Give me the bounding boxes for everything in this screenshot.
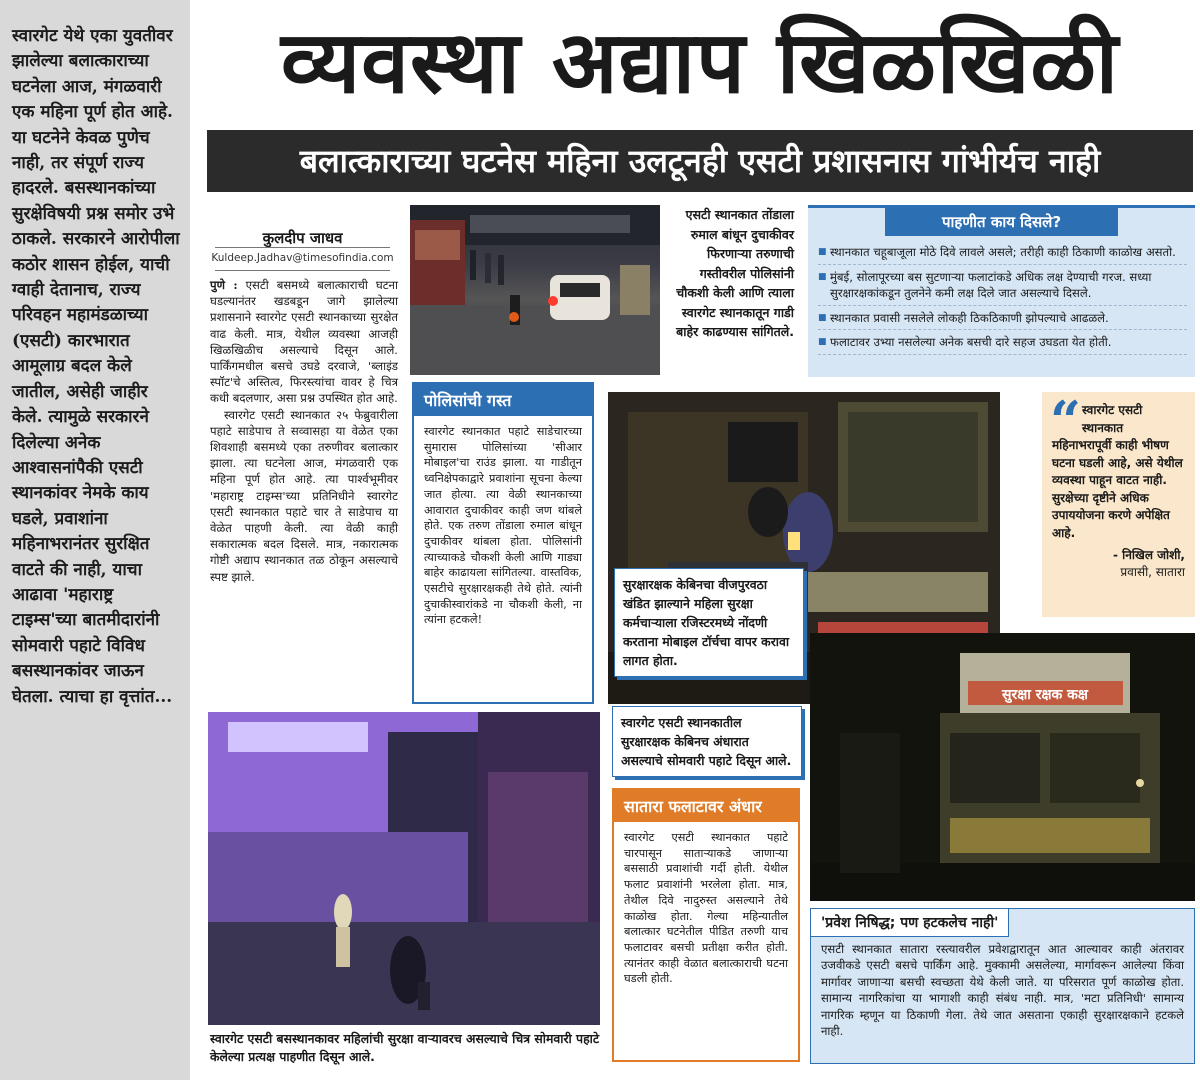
byline-rule-bottom [215, 270, 390, 271]
photo-bus-station-drawing [208, 712, 600, 1025]
observation-item: ■ फलाटावर उभ्या नसलेल्या अनेक बसची दारे सहज उघडता येत होती. [818, 334, 1187, 355]
satara-platform-box [612, 788, 800, 1062]
quote-text-a: स्वारगेट एसटी स्थानकात [1082, 403, 1143, 435]
quote-attribution-role: प्रवासी, सातारा [1120, 565, 1185, 579]
entry-prohibited-box [810, 908, 1195, 1064]
intro-sidebar [0, 0, 190, 1080]
observation-item: ■ मुंबई, सोलापूरच्या बस सुटणाऱ्या फलाटांकडे अधिक लक्ष देण्याची गरज. सध्या सुरक्षारक्षकांकडून तुलनेने कमी लक्ष दिले जात असल्याचे दिसले. [818, 269, 1187, 306]
satara-platform-body: स्वारगेट एसटी स्थानकात पहाटे चारपासून साताऱ्याकडे जाणाऱ्या बससाठी प्रवाशांची गर्दी होती. येथील फलाट प्रवाशांनी भरलेला होता. मात्र, तेथील दिवे नादुरुस्त असल्याने तेथे काळोख होता. गेल्या महिन्यातील बलात्कार घटनेतील पीडित तरुणी याच फलाटावर बसची प्रतीक्षा करीत होती. त्यानंतर काही वेळात बलात्काराची घटना घडली होती. [624, 831, 788, 986]
entry-prohibited-body: एसटी स्थानकात सातारा रस्त्यावरील प्रवेशद्वारातून आत आल्यावर काही अंतरावर उजवीकडे एसटी बसचे पार्किंग आहे. मुक्कामी असलेल्या, मार्गावरून आलेल्या किंवा मार्गावर जाणाऱ्या बसची स्वच्छता येथे केली जाते. या परिसरात पूर्ण काळोख होता. सामान्य नागरिकांचा या भागाशी काही संबंध नाही. मात्र, 'मटा प्रतिनिधी' सामान्य नागरिक म्हणून या ठिकाणी गेला. तेथे जात असताना एकाही सुरक्षारक्षकाने हटकले नाही. [821, 942, 1184, 1039]
police-patrol-title: पोलिसांची गस्त [414, 384, 592, 416]
caption-police-inquiry: एसटी स्थानकात तोंडाला रुमाल बांधून दुचाकीवर फिरणाऱ्या तरुणाची गस्तीवरील पोलिसांनी चौकशी केली आणि त्याला स्वारगेट स्थानकातून गाडी बाहेर काढण्यास सांगितले. [676, 207, 794, 339]
entry-prohibited-title: 'प्रवेश निषिद्ध; पण हटकलेच नाही' [811, 909, 1009, 937]
photo-station-traffic [410, 205, 660, 375]
intro-text: स्वारगेट येथे एका युवतीवर झालेल्या बलात्काराच्या घटनेला आज, मंगळवारी एक महिना पूर्ण होत आहे. या घटनेने केवळ पुणेच नाही, तर संपूर्ण राज्य हादरले. बसस्थानकांच्या सुरक्षेविषयी प्रश्न समोर उभे ठाकले. सरकारने आरोपीला कठोर शासन होईल, याची ग्वाही देतानाच, राज्य परिवहन महामंडळाच्या (एसटी) कारभारात आमूलाग्र बदल केले जातील, असेही जाहीर केले. त्यामुळे सरकारने दिलेल्या अनेक आश्वासनांपैकी एसटी स्थानकांवर नेमके काय घडले, प्रवाशांना महिनाभरानंतर सुरक्षित वाटते की नाही, याचा आढावा 'महाराष्ट्र टाइम्स'च्या बातमीदारांनी सोमवारी पहाटे विविध बसस्थानकांवर जाऊन घेतला. त्याचा हा वृत्तांत... [12, 26, 180, 707]
byline-name: कुलदीप जाधव [262, 229, 343, 247]
observations-box [808, 205, 1195, 377]
dateline: पुणे : [210, 278, 238, 292]
observations-title: पाहणीत काय दिसले? [885, 208, 1117, 236]
headline: व्यवस्था अद्याप खिळखिळी [280, 13, 1120, 113]
observation-item: ■ स्थानकात प्रवासी नसलेले लोकही ठिकठिकाणी झोपल्याचे आढळले. [818, 310, 1187, 331]
observation-item: ■ स्थानकात चहूबाजूला मोठे दिवे लावले असले; तरीही काही ठिकाणी काळोख असतो. [818, 244, 1187, 265]
police-patrol-body: स्वारगेट स्थानकात पहाटे साडेचारच्या सुमारास पोलिसांच्या 'सीआर मोबाइल'चा राउंड झाला. या गाडीतून ध्वनिक्षेपकाद्वारे प्रवाशांना सूचना केल्या जात होत्या. त्या वेळी स्थानकाच्या आवारात दुचाकीवर काही जण थांबले होते. एक तरुण तोंडाला रुमाल बांधून दुचाकीवर थांबला होता. पोलिसांनी त्याच्याकडे चौकशी केली आणि गाड्या बाहेर काढायला सांगितल्या. वास्तविक, एसटीचे सुरक्षारक्षकही तेथे होते. त्यांनी दुचाकीस्वारांकडे ना चौकशी केली, ना त्यांना हटकले! [424, 425, 582, 627]
photo-bus-station-night [208, 712, 600, 1025]
article-para-1 [210, 277, 398, 407]
police-patrol-box [412, 382, 594, 704]
quote-attribution-name: - निखिल जोशी, [1112, 548, 1185, 562]
photo-security-booth-drawing [810, 633, 1195, 901]
quote-mark-icon: “ [1050, 389, 1082, 453]
quote-text-b: महिनाभरापूर्वी काही भीषण घटना घडली आहे, असे येथील व्यवस्था पाहून वाटत नाही. सुरक्षेच्या दृष्टीने अधिक उपाययोजना करणे अपेक्षित आहे. [1052, 438, 1183, 540]
satara-platform-title: सातारा फलाटावर अंधार [614, 790, 798, 822]
booth-sign-text: सुरक्षा रक्षक कक्ष [1002, 687, 1088, 703]
article-para-2: स्वारगेट एसटी स्थानकात २५ फेब्रुवारीला पहाटे साडेपाच ते सव्वासहा या वेळेत एका शिवशाही बसमध्ये एका तरुणीवर बलात्कार झाला. त्या घटनेला आज, मंगळवारी एक महिना पूर्ण होत आहे. त्या पार्श्वभूमीवर 'महाराष्ट्र टाइम्स'च्या प्रतिनिधीने स्वारगेट एसटी स्थानकात पहाटे चार ते साडेपाच या वेळेत पाहणी केली. त्या वेळी काही सकारात्मक बदल दिसले. मात्र, नकारात्मक गोष्टी अद्याप स्थानकात तळ ठोकून असल्याचे स्पष्ट झाले. [210, 407, 398, 584]
byline-rule [215, 247, 390, 248]
article-para-1-text: एसटी बसमध्ये बलात्काराची घटना घडल्यानंतर खडबडून जागे झालेल्या प्रशासनाने स्वारगेट एसटी स्थानकाच्या सुरक्षेत वाढ केली. मात्र, येथील व्यवस्था आजही खिळखिळीच असल्याचे दिसून आले. पार्किंगमधील बसचे उघडे दरवाजे, 'ब्लाइंड स्पॉट'चे अस्तित्व, फिरस्त्यांचा वावर हे चित्र कधी बदलणार, असा प्रश्न उपस्थित होत आहे. [210, 278, 398, 406]
photo-station-traffic-drawing [410, 205, 660, 375]
subheadline-banner: बलात्काराच्या घटनेस महिना उलटूनही एसटी प्रशासनास गांभीर्यच नाही [207, 130, 1193, 192]
byline-email: Kuldeep.Jadhav@timesofindia.com [211, 252, 394, 264]
quote-box [1042, 389, 1195, 617]
caption-booth: स्वारगेट एसटी स्थानकातील सुरक्षारक्षक केबिनच अंधारात असल्याचे सोमवारी पहाटे दिसून आले. [612, 706, 802, 777]
caption-bus-station: स्वारगेट एसटी बसस्थानकावर महिलांची सुरक्षा वाऱ्यावरच असल्याचे चित्र सोमवारी पहाटे केलेल्या प्रत्यक्ष पाहणीत दिसून आले. [210, 1031, 600, 1064]
photo-security-booth [810, 633, 1195, 901]
observations-list [808, 236, 1195, 355]
caption-kiosk: सुरक्षारक्षक केबिनचा वीजपुरवठा खंडित झाल्याने महिला सुरक्षा कर्मचाऱ्याला रजिस्टरमध्ये नोंदणी करताना मोबाइल टॉर्चचा वापर करावा लागत होता. [614, 568, 804, 677]
article-column [210, 277, 398, 585]
